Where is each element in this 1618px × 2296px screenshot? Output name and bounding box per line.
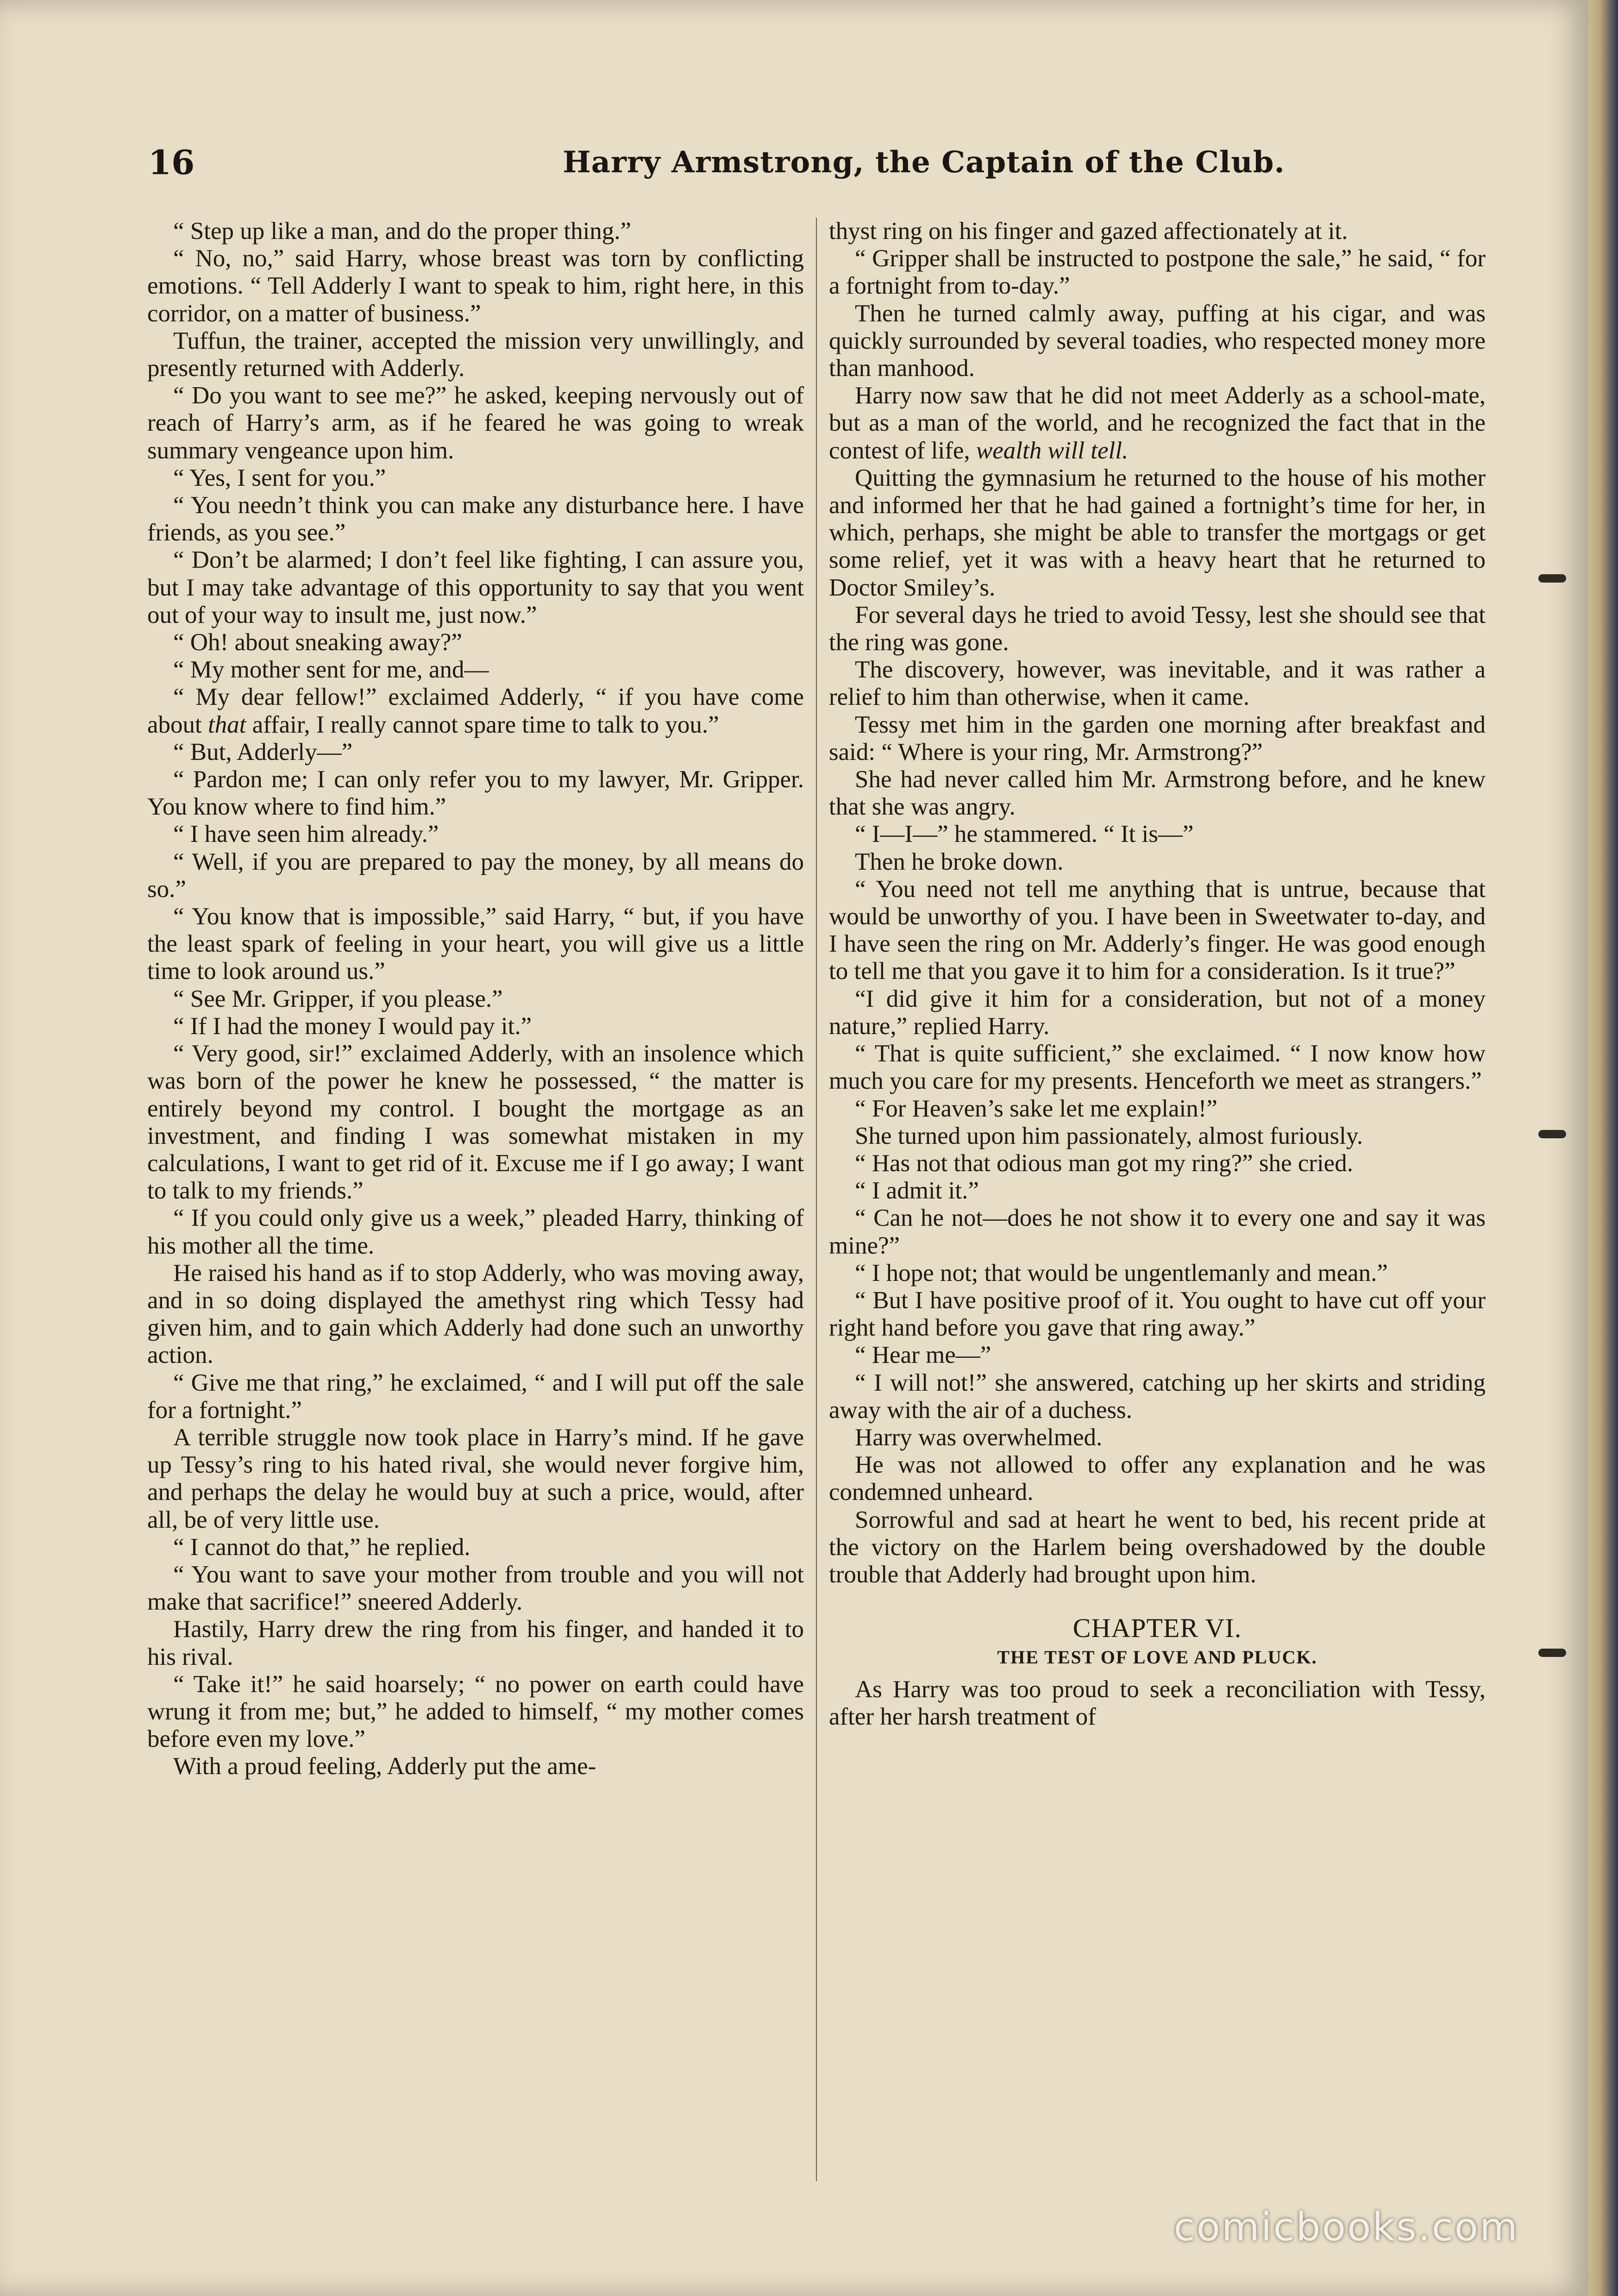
binding-stitch — [1538, 1649, 1566, 1657]
chapter-subtitle: THE TEST OF LOVE AND PLUCK. — [997, 1647, 1317, 1668]
paragraph: “ But I have positive proof of it. You ought to have cut off your right hand before you gave that ring away.” — [829, 1286, 1486, 1342]
paragraph: He was not allowed to offer any explanation and he was condemned unheard. — [829, 1451, 1486, 1506]
column-divider — [816, 218, 817, 2181]
paragraph: “ Hear me—” — [855, 1342, 991, 1369]
paragraph: “ I admit it.” — [855, 1177, 979, 1204]
paragraph: “ But, Adderly—” — [173, 738, 353, 765]
paragraph: “ I—I—” he stammered. “ It is—” — [855, 821, 1194, 848]
paragraph: “ My dear fellow!” exclaimed Adderly, “ if you have come about that affair, I really cannot spare time to talk to you.” — [147, 684, 804, 738]
paragraph: She turned upon him passionately, almost furiously. — [855, 1122, 1363, 1149]
paragraph: “ No, no,” said Harry, whose breast was torn by conflicting emotions. “ Tell Adderly I want to speak to him, right here, in this corridor, on a matter of business.” — [147, 245, 804, 327]
emphasis: wealth will tell. — [976, 437, 1129, 464]
emphasis: that — [201, 711, 252, 738]
paragraph: A terrible struggle now took place in Harry’s mind. If he gave up Tessy’s ring to his hated rival, she would never forgive him, and perhaps the delay he would buy at such a price, would, after all, be of very little use. — [147, 1424, 804, 1533]
paragraph: “ Oh! about sneaking away?” — [173, 629, 462, 656]
paragraph: “ Pardon me; I can only refer you to my lawyer, Mr. Gripper. You know where to find him.” — [147, 766, 804, 821]
paragraph: “ Take it!” he said hoarsely; “ no power on earth could have wrung it from me; but,” he added to himself, “ my mother comes before even my love.” — [147, 1670, 804, 1753]
paragraph: “ Can he not—does he not show it to every one and say it was mine?” — [829, 1204, 1486, 1259]
paragraph: “ I will not!” she answered, catching up her skirts and striding away with the air of a duchess. — [829, 1369, 1486, 1424]
paragraph: “ I hope not; that would be ungentlemanly and mean.” — [855, 1259, 1388, 1286]
paragraph: “ You need not tell me anything that is untrue, because that would be unworthy of you. I have been in Sweetwater to-day, and I have seen the ring on Mr. Adderly’s finger. He was good enough to tell me that you gave it to him for a consideration. Is it true?” — [829, 875, 1486, 985]
paragraph: “ For Heaven’s sake let me explain!” — [855, 1095, 1217, 1122]
paragraph: “ Gripper shall be instructed to postpone the sale,” he said, “ for a fortnight from to-day.” — [829, 245, 1486, 300]
paragraph: “ You know that is impossible,” said Harry, “ but, if you have the least spark of feeling in your heart, you will give us a little time to look around us.” — [147, 903, 804, 985]
running-title: Harry Armstrong, the Captain of the Club. — [563, 144, 1285, 180]
paragraph: Then he turned calmly away, puffing at his cigar, and was quickly surrounded by several toadies, who respected money more than manhood. — [829, 300, 1486, 382]
paragraph: thyst ring on his finger and gazed affectionately at it. — [829, 218, 1348, 245]
paragraph: For several days he tried to avoid Tessy, lest she should see that the ring was gone. — [829, 601, 1486, 656]
binding-stitch — [1538, 1130, 1566, 1138]
paragraph: “ Step up like a man, and do the proper thing.” — [173, 218, 632, 245]
paragraph: “ Don’t be alarmed; I don’t feel like fighting, I can assure you, but I may take advantage of this opportunity to say that you went out of your way to insult me, just now.” — [147, 546, 804, 628]
left-column — [147, 218, 804, 1781]
paragraph: Hastily, Harry drew the ring from his finger, and handed it to his rival. — [147, 1616, 804, 1670]
paragraph: The discovery, however, was inevitable, and it was rather a relief to him than otherwise, when it came. — [829, 656, 1486, 711]
page-number: 16 — [148, 142, 195, 182]
page-header — [148, 134, 1561, 190]
paragraph: “ My mother sent for me, and— — [173, 656, 489, 684]
paragraph: “ I have seen him already.” — [173, 821, 439, 848]
paragraph: “ You want to save your mother from trouble and you will not make that sacrifice!” sneered Adderly. — [147, 1561, 804, 1616]
paragraph: “ Yes, I sent for you.” — [173, 464, 386, 491]
paragraph: With a proud feeling, Adderly put the ame- — [173, 1753, 596, 1780]
paragraph: “ See Mr. Gripper, if you please.” — [173, 985, 503, 1012]
paragraph: Sorrowful and sad at heart he went to bed, his recent pride at the victory on the Harlem being overshadowed by the double trouble that Adderly had brought upon him. — [829, 1506, 1486, 1588]
paragraph: Tessy met him in the garden one morning after breakfast and said: “ Where is your ring, Mr. Armstrong?” — [829, 711, 1486, 765]
paragraph: “ That is quite sufficient,” she exclaimed. “ I now know how much you care for my presents. Henceforth we meet as strangers.” — [829, 1040, 1486, 1095]
paragraph: Then he broke down. — [855, 848, 1064, 875]
watermark: comicbooks.com — [1173, 2204, 1519, 2250]
paragraph: “ Give me that ring,” he exclaimed, “ and I will put off the sale for a fortnight.” — [147, 1369, 804, 1424]
paragraph: “ Well, if you are prepared to pay the money, by all means do so.” — [147, 848, 804, 903]
paragraph: “ You needn’t think you can make any disturbance here. I have friends, as you see.” — [147, 492, 804, 546]
binding-stitch — [1538, 574, 1566, 583]
paragraph: Harry now saw that he did not meet Adderly as a school-mate, but as a man of the world, and he recognized the fact that in the contest of life, wealth will tell. — [829, 382, 1486, 464]
paragraph: “ If you could only give us a week,” pleaded Harry, thinking of his mother all the time. — [147, 1204, 804, 1259]
chapter-heading: CHAPTER VI. — [1072, 1613, 1242, 1644]
paragraph: “ I cannot do that,” he replied. — [173, 1533, 470, 1561]
paragraph: Harry was overwhelmed. — [855, 1424, 1103, 1451]
right-column — [829, 218, 1486, 1731]
paragraph: He raised his hand as if to stop Adderly, who was moving away, and in so doing displayed the amethyst ring which Tessy had given him, and to gain which Adderly had done such an unworthy action. — [147, 1259, 804, 1369]
paragraph: Tuffun, the trainer, accepted the mission very unwillingly, and presently returned with Adderly. — [147, 327, 804, 382]
paragraph: “ Has not that odious man got my ring?” she cried. — [855, 1149, 1353, 1177]
paragraph: “I did give it him for a consideration, but not of a money nature,” replied Harry. — [829, 985, 1486, 1040]
chapter-opening-paragraph: As Harry was too proud to seek a reconciliation with Tessy, after her harsh treatment of — [829, 1675, 1486, 1730]
paragraph: She had never called him Mr. Armstrong before, and he knew that she was angry. — [829, 766, 1486, 821]
paragraph: “ Do you want to see me?” he asked, keeping nervously out of reach of Harry’s arm, as if he feared he was going to wreak summary vengeance upon him. — [147, 382, 804, 464]
book-spine — [1588, 0, 1618, 2296]
paragraph: “ If I had the money I would pay it.” — [173, 1012, 532, 1040]
paragraph: Quitting the gymnasium he returned to the house of his mother and informed her that he had gained a fortnight’s time for her, in which, perhaps, she might be able to transfer the mortgags or get some relief, yet it was with a heavy heart that he returned to Doctor Smiley’s. — [829, 464, 1486, 601]
paragraph: “ Very good, sir!” exclaimed Adderly, with an insolence which was born of the power he knew he possessed, “ the matter is entirely beyond my control. I bought the mortgage as an investment, and finding I was somewhat mistaken in my calculations, I want to get rid of it. Excuse me if I go away; I want to talk to my friends.” — [147, 1040, 804, 1204]
